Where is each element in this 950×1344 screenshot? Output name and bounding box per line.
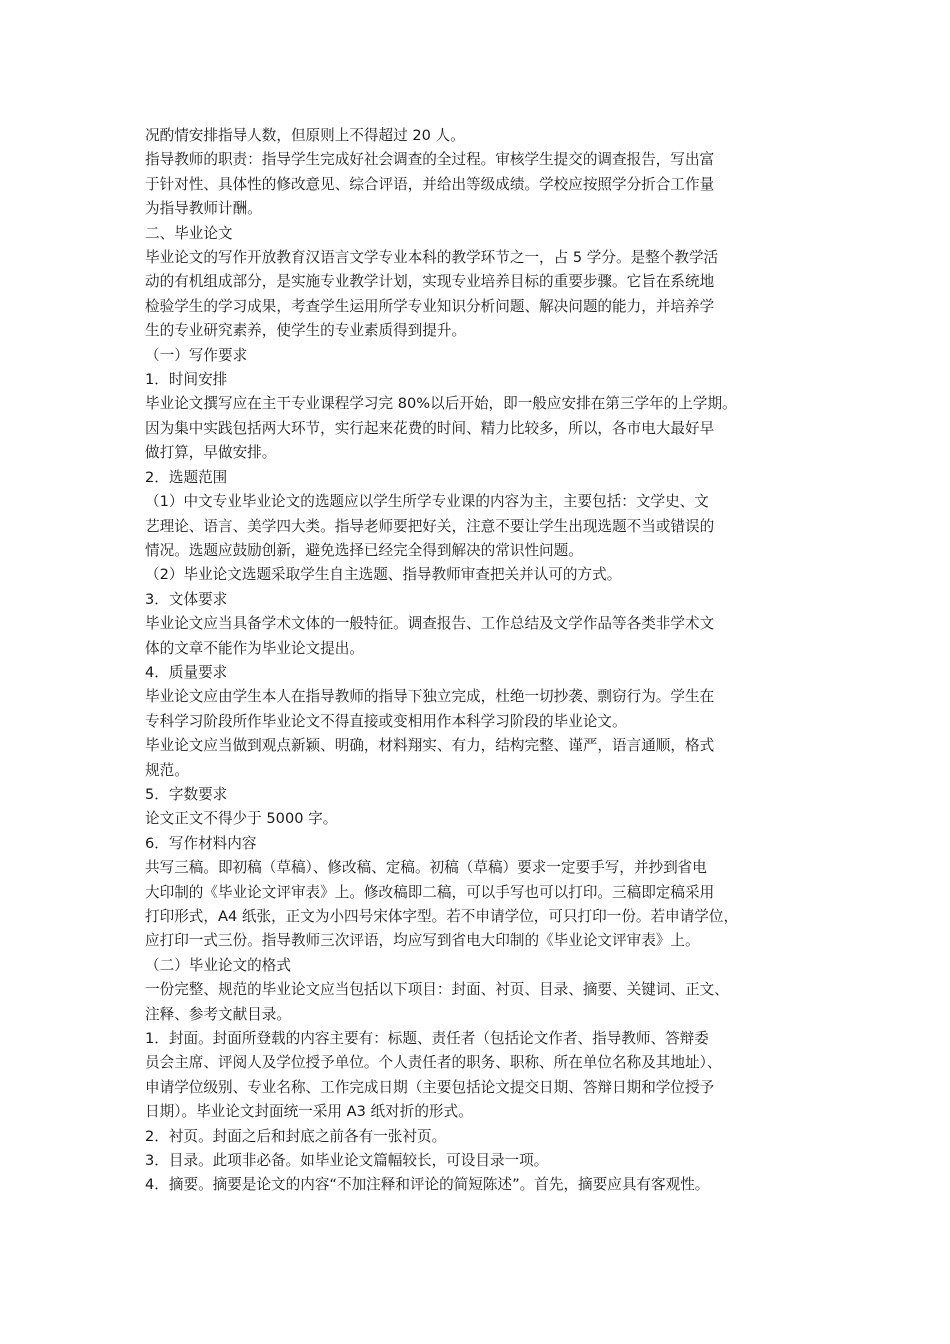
text-line: 应打印一式三份。指导教师三次评语，均应写到省电大印制的《毕业论文评审表》上。 xyxy=(145,932,700,950)
text-line: 3．目录。此项非必备。如毕业论文篇幅较长，可设目录一项。 xyxy=(145,1152,549,1170)
text-line: 打印形式，A4 纸张，正文为小四号宋体字型。若不申请学位，可只打印一份。若申请学位， xyxy=(145,908,739,925)
text-line: 1．封面。封面所登载的内容主要有：标题、责任者（包括论文作者、指导教师、答辩委 xyxy=(145,1030,709,1048)
text-line: 于针对性、具体性的修改意见、综合评语，并给出等级成绩。学校应按照学分折合工作量 xyxy=(145,175,715,193)
text-line: 毕业论文应当具备学术文体的一般特征。调查报告、工作总结及文学作品等各类非学术文 xyxy=(145,615,715,633)
text-line: 因为集中实践包括两大环节，实行起来花费的时间、精力比较多，所以，各市电大最好早 xyxy=(145,419,715,437)
text-line: 动的有机组成部分，是实施专业教学计划，实现专业培养目标的重要步骤。它旨在系统地 xyxy=(145,273,715,291)
text-line: 做打算，早做安排。 xyxy=(145,444,277,462)
text-line: 5．字数要求 xyxy=(145,785,228,803)
text-line: 二、毕业论文 xyxy=(145,224,233,242)
text-line: 6．写作材料内容 xyxy=(145,834,257,852)
text-line: 为指导教师计酬。 xyxy=(145,200,262,218)
text-line: 日期）。毕业论文封面统一采用 A3 纸对折的形式。 xyxy=(145,1103,473,1121)
document-body xyxy=(145,124,817,1198)
text-line: 2．选题范围 xyxy=(145,468,228,486)
text-line: 论文正文不得少于 5000 字。 xyxy=(145,810,338,828)
text-line: 一份完整、规范的毕业论文应当包括以下项目：封面、衬页、目录、摘要、关键词、正文、 xyxy=(145,981,729,999)
text-line: 大印制的《毕业论文评审表》上。修改稿即二稿，可以手写也可以打印。三稿即定稿采用 xyxy=(145,883,715,901)
text-line: 3．文体要求 xyxy=(145,590,228,608)
text-line: 指导教师的职责：指导学生完成好社会调查的全过程。审核学生提交的调查报告，写出富 xyxy=(145,151,715,169)
text-line: （2）毕业论文选题采取学生自主选题、指导教师审查把关并认可的方式。 xyxy=(145,566,622,584)
text-line: 1．时间安排 xyxy=(145,371,228,389)
text-line: 员会主席、评阅人及学位授予单位。个人责任者的职务、职称、所在单位名称及其地址）、 xyxy=(145,1054,722,1072)
text-line: 毕业论文的写作开放教育汉语言文学专业本科的教学环节之一，占 5 学分。是整个教学活 xyxy=(145,249,719,267)
text-line: 2．衬页。封面之后和封底之前各有一张衬页。 xyxy=(145,1127,447,1145)
text-line: 毕业论文撰写应在主干专业课程学习完 80%以后开始，即一般应安排在第三学年的上学期。 xyxy=(145,395,737,413)
text-line: 体的文章不能作为毕业论文提出。 xyxy=(145,639,364,657)
text-line: 艺理论、语言、美学四大类。指导老师要把好关，注意不要让学生出现选题不当或错误的 xyxy=(145,517,715,535)
text-line: （二）毕业论文的格式 xyxy=(145,956,291,974)
text-line: 生的专业研究素养，使学生的专业素质得到提升。 xyxy=(145,322,467,340)
text-line: （一）写作要求 xyxy=(145,346,248,364)
text-line: 况酌情安排指导人数，但原则上不得超过 20 人。 xyxy=(145,127,465,144)
text-line: 注释、参考文献目录。 xyxy=(145,1005,291,1023)
text-line: 检验学生的学习成果，考查学生运用所学专业知识分析问题、解决问题的能力，并培养学 xyxy=(145,297,715,315)
text-line: 申请学位级别、专业名称、工作完成日期（主要包括论文提交日期、答辩日期和学位授予 xyxy=(145,1078,715,1096)
text-line: （1）中文专业毕业论文的选题应以学生所学专业课的内容为主，主要包括：文学史、文 xyxy=(145,493,709,511)
text-line: 情况。选题应鼓励创新，避免选择已经完全得到解决的常识性问题。 xyxy=(145,541,583,559)
text-line: 专科学习阶段所作毕业论文不得直接或变相用作本科学习阶段的毕业论文。 xyxy=(145,712,627,730)
text-line: 共写三稿。即初稿（草稿）、修改稿、定稿。初稿（草稿）要求一定要手写，并抄到省电 xyxy=(145,859,707,877)
text-line: 规范。 xyxy=(145,761,189,779)
text-line: 4．摘要。摘要是论文的内容“不加注释和评论的简短陈述”。首先，摘要应具有客观性。 xyxy=(145,1176,710,1194)
text-line: 毕业论文应当做到观点新颖、明确，材料翔实、有力，结构完整、谨严，语言通顺，格式 xyxy=(145,737,715,755)
text-line: 4．质量要求 xyxy=(145,663,228,681)
text-line: 毕业论文应由学生本人在指导教师的指导下独立完成，杜绝一切抄袭、剽窃行为。学生在 xyxy=(145,688,715,706)
